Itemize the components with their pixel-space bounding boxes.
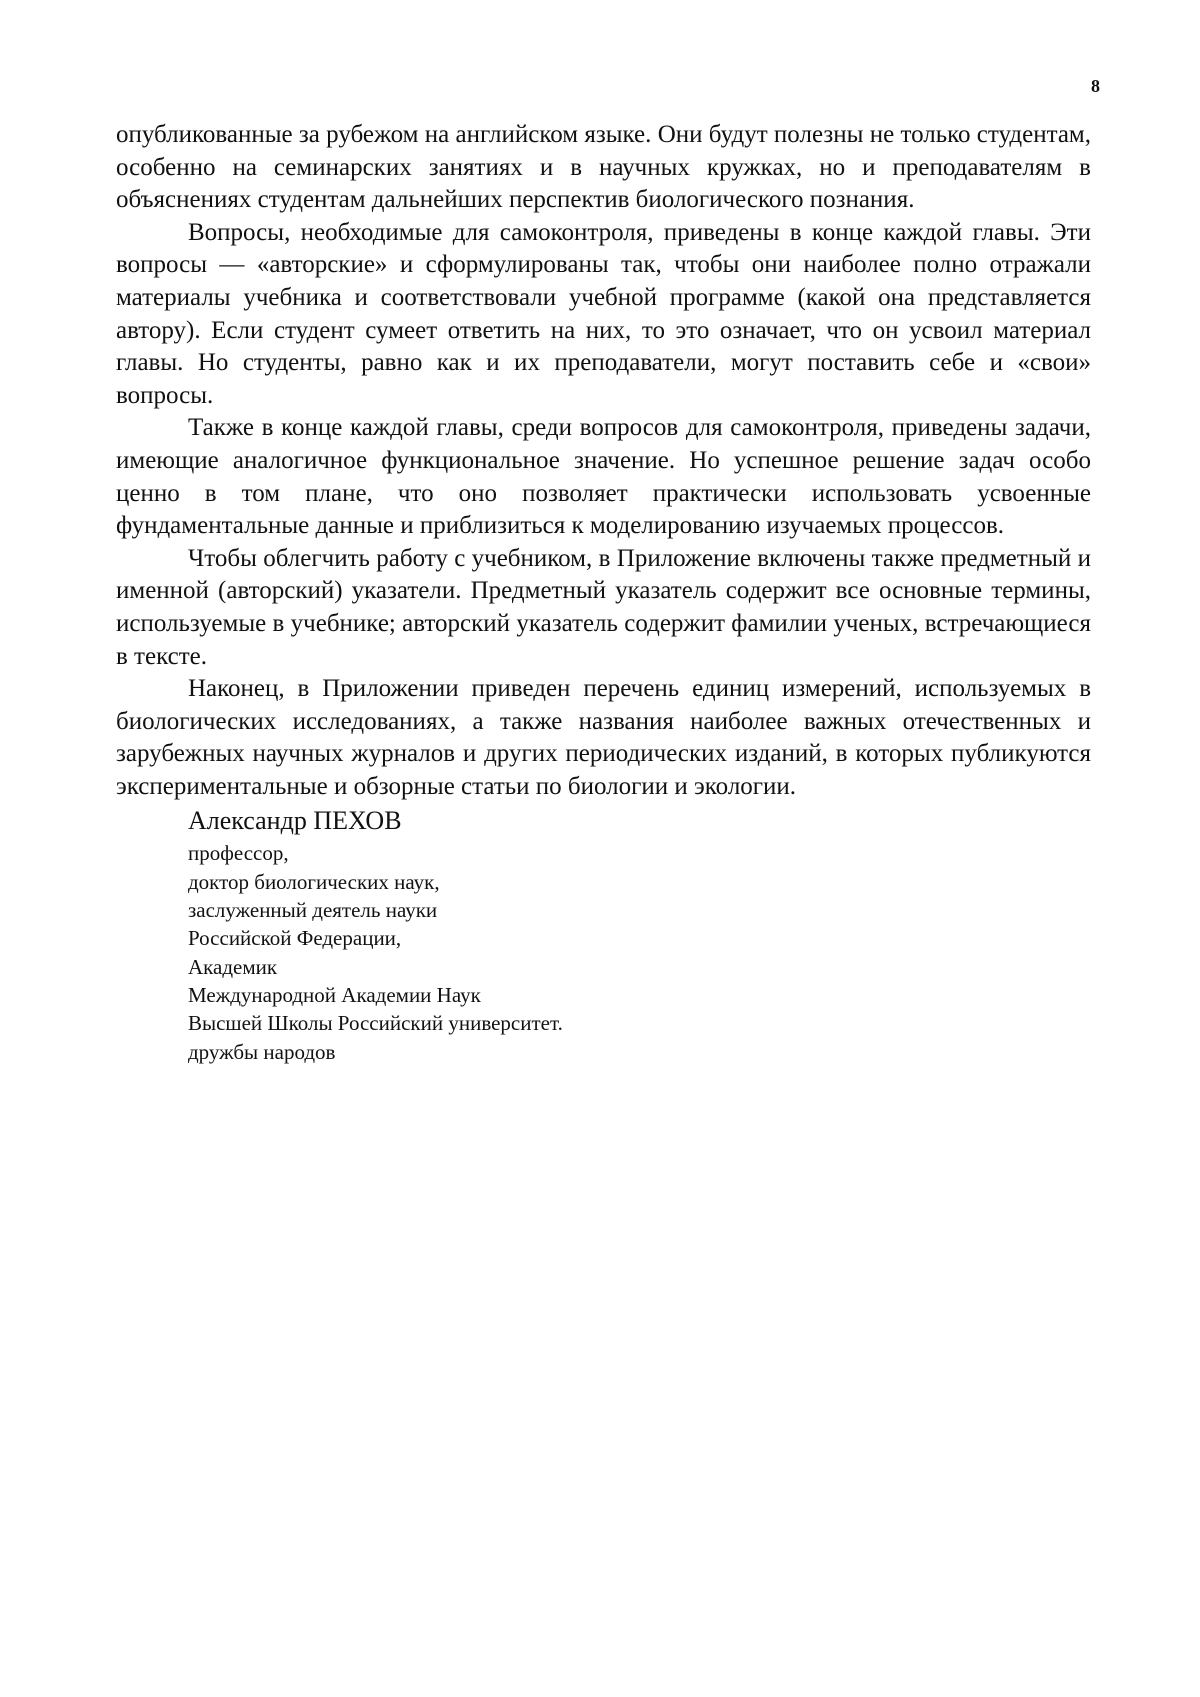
author-credentials [188,839,1091,1065]
author-name: Александр ПЕХОВ [188,805,1091,837]
page-number: 8 [1070,76,1100,96]
credential-line: Международной Академии Наук [188,981,1091,1009]
paragraph-continued: опубликованные за рубежом на английском языке. Они будут полезны не только студентам, особенно на семинарских занятиях и в научных кружках, но и преподавателям в объяснениях студентам дальнейших перспектив биологического познания. [116,119,1091,217]
credential-line: Российской Федерации, [188,924,1091,952]
body-text [116,119,1091,1066]
credential-line: профессор, [188,839,1091,867]
credential-line: Академик [188,953,1091,981]
paragraph-indexes: Чтобы облегчить работу с учебником, в Приложение включены также предметный и именной (авторский) указатели. Предметный указатель содержит все основные термины, используемые в учебнике; авторский указатель содержит фамилии ученых, встречающиеся в тексте. [116,543,1091,673]
credential-line: Высшей Школы Российский университет. [188,1009,1091,1037]
paragraph-appendix: Наконец, в Приложении приведен перечень единиц измерений, используемых в биологических исследованиях, а также названия наиболее важных отечественных и зарубежных научных журналов и других периодических изданий, в которых публикуются экспериментальные и обзорные статьи по биологии и экологии. [116,673,1091,803]
document-page [0,0,1200,1697]
credential-line: заслуженный деятель науки [188,896,1091,924]
paragraph-self-control-questions: Вопросы, необходимые для самоконтроля, приведены в конце каждой главы. Эти вопросы — «авторские» и сформулированы так, чтобы они наиболее полно отражали материалы учебника и соответствовали учебной программе (какой она представляется автору). Если студент сумеет ответить на них, то это означает, что он усвоил материал главы. Но студенты, равно как и их преподаватели, могут поставить себе и «свои» вопросы. [116,217,1091,413]
paragraph-tasks: Также в конце каждой главы, среди вопросов для самоконтроля, приведены задачи, имеющие аналогичное функциональное значение. Но успешное решение задач особо ценно в том плане, что оно позволяет практически использовать усвоенные фундаментальные данные и приблизиться к моделированию изучаемых процессов. [116,412,1091,542]
credential-line: дружбы народов [188,1038,1091,1066]
credential-line: доктор биологических наук, [188,868,1091,896]
author-signature [188,805,1091,1065]
